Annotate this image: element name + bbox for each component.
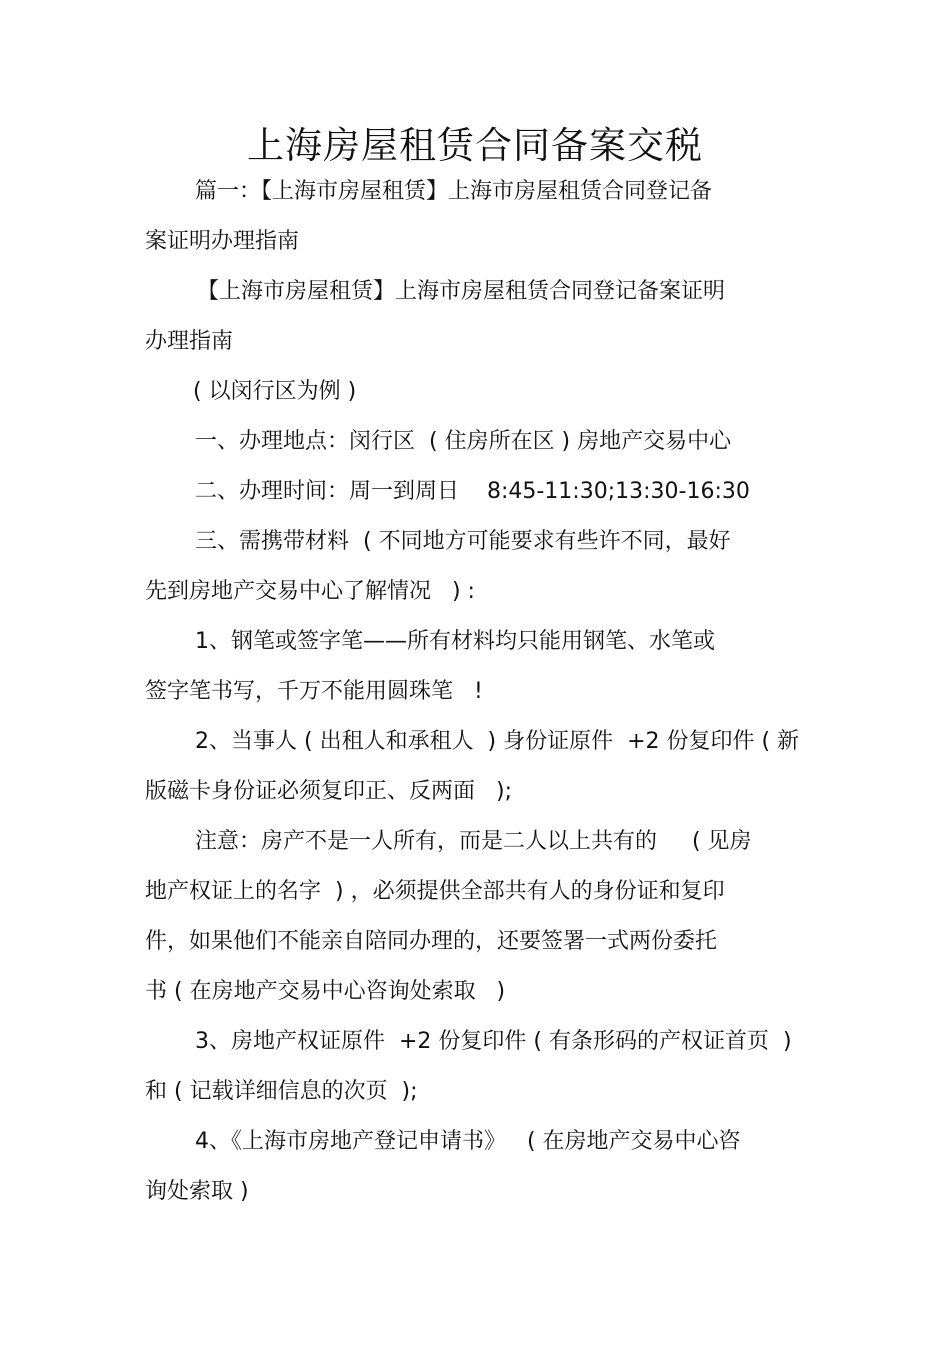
paragraph-line: 注意：房产不是一人所有，而是二人以上共有的 ( 见房 [195,829,752,854]
paragraph-line: 版磁卡身份证必须复印正、反两面 ); [145,779,512,804]
paragraph-line: 【上海市房屋租赁】上海市房屋租赁合同登记备案证明 [197,279,726,304]
paragraph-line: 和 ( 记载详细信息的次页 ); [145,1079,418,1104]
paragraph-line: 1、钢笔或签字笔——所有材料均只能用钢笔、水笔或 [195,629,715,654]
paragraph-line: ( 以闵行区为例 ) [193,379,357,404]
paragraph-line: 三、需携带材料 ( 不同地方可能要求有些许不同，最好 [195,529,731,554]
paragraph-line: 先到房地产交易中心了解情况 ) : [145,579,475,604]
paragraph-line: 签字笔书写，千万不能用圆珠笔 ! [145,679,483,704]
paragraph-line: 一、办理地点：闵行区 ( 住房所在区 ) 房地产交易中心 [195,429,732,454]
paragraph-line: 4、《上海市房地产登记申请书》 ( 在房地产交易中心咨 [195,1129,741,1154]
document-title: 上海房屋租赁合同备案交税 [247,124,703,167]
paragraph-line: 案证明办理指南 [145,229,300,254]
paragraph-line: 办理指南 [145,329,234,354]
paragraph-line: 2、当事人 ( 出租人和承租人 ) 身份证原件 +2 份复印件 ( 新 [195,729,800,754]
paragraph-line: 篇一：【上海市房屋租赁】上海市房屋租赁合同登记备 [195,179,713,204]
paragraph-line: 二、办理时间：周一到周日 8:45-11:30;13:30-16:30 [195,479,750,504]
paragraph-line: 书 ( 在房地产交易中心咨询处索取 ) [145,979,506,1004]
paragraph-line: 询处索取 ) [145,1179,249,1204]
paragraph-line: 地产权证上的名字 ) ，必须提供全部共有人的身份证和复印 [145,879,725,904]
paragraph-line: 件，如果他们不能亲自陪同办理的，还要签署一式两份委托 [145,929,718,954]
paragraph-line: 3、房地产权证原件 +2 份复印件 ( 有条形码的产权证首页 ) [195,1029,792,1054]
